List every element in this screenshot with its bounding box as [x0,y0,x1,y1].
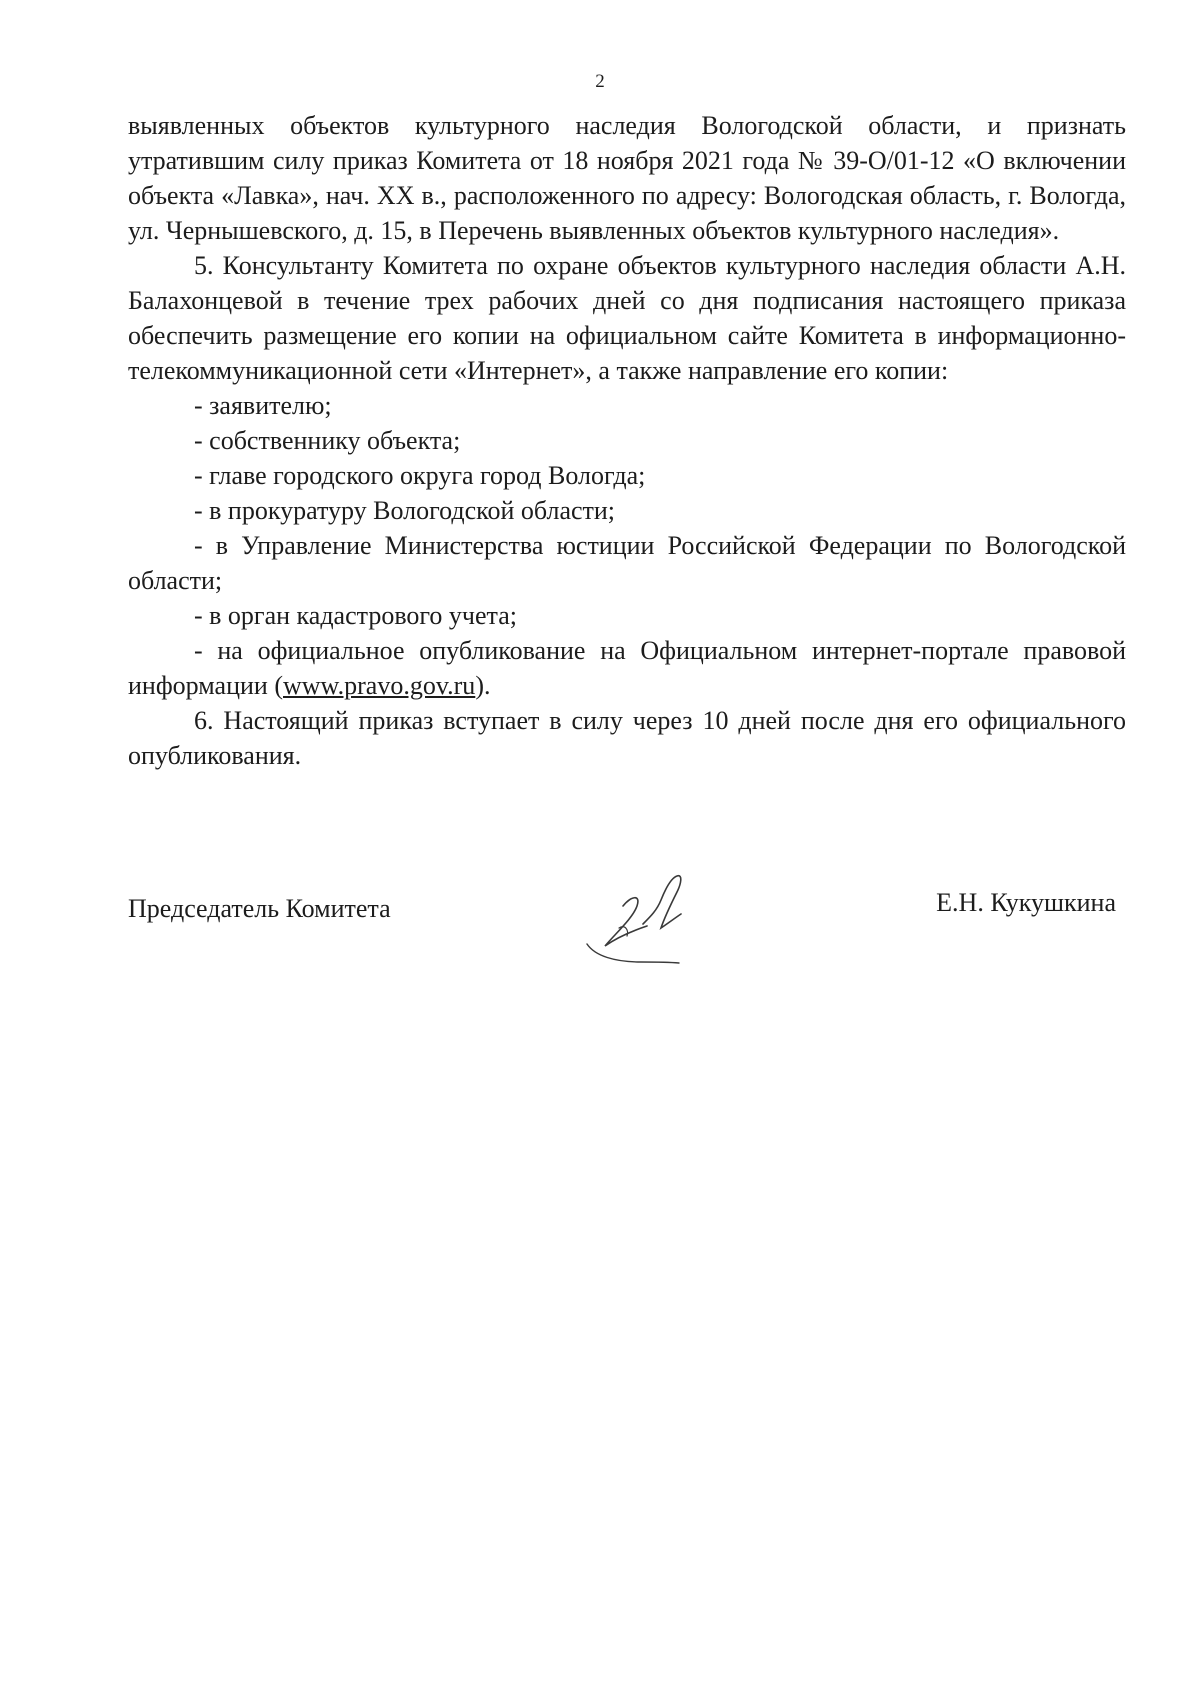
list-item-cadastral: - в орган кадастрового учета; [194,601,517,630]
paragraph-continuation: выявленных объектов культурного наследия Вологодской области, и признать утратившим силу приказ Комитета от 18 ноября 2021 года № 39-О/01-12 «О включении объекта «Лавка», нач. XX в., расположенного по адресу: Вологодская область, г. Вологда, ул. Чернышевского, д. 15, в Перечень выявленных объектов культурного наследия». [128,111,1126,245]
handwritten-signature [585,870,715,970]
list-item-prosecutor: - в прокуратуру Вологодской области; [194,496,616,525]
paragraph-item-5: 5. Консультанту Комитета по охране объектов культурного наследия области А.Н. Балахонцевой в течение трех рабочих дней со дня подписания настоящего приказа обеспечить размещение его копии на официальном сайте Комитета в информационно-телекоммуникационной сети «Интернет», а также направление его копии: [128,251,1126,385]
publication-text-prefix: - на официальное опубликование на Официальном интернет-портале правовой информации ( [128,636,1126,700]
list-item-city-head: - главе городского округа город Вологда; [194,461,646,490]
signer-name: Е.Н. Кукушкина [936,888,1116,917]
pravo-link[interactable]: www.pravo.gov.ru [283,671,476,700]
list-item-applicant: - заявителю; [194,391,332,420]
document-body [128,108,1126,773]
page-number: 2 [595,71,605,92]
publication-text-suffix: ). [475,671,491,700]
list-item-publication [128,633,1126,703]
list-item-owner: - собственнику объекта; [194,426,461,455]
signer-position: Председатель Комитета [128,894,391,923]
paragraph-item-6: 6. Настоящий приказ вступает в силу через 10 дней после дня его официального опубликования. [128,706,1126,770]
list-item-ministry: - в Управление Министерства юстиции Российской Федерации по Вологодской области; [128,531,1126,595]
